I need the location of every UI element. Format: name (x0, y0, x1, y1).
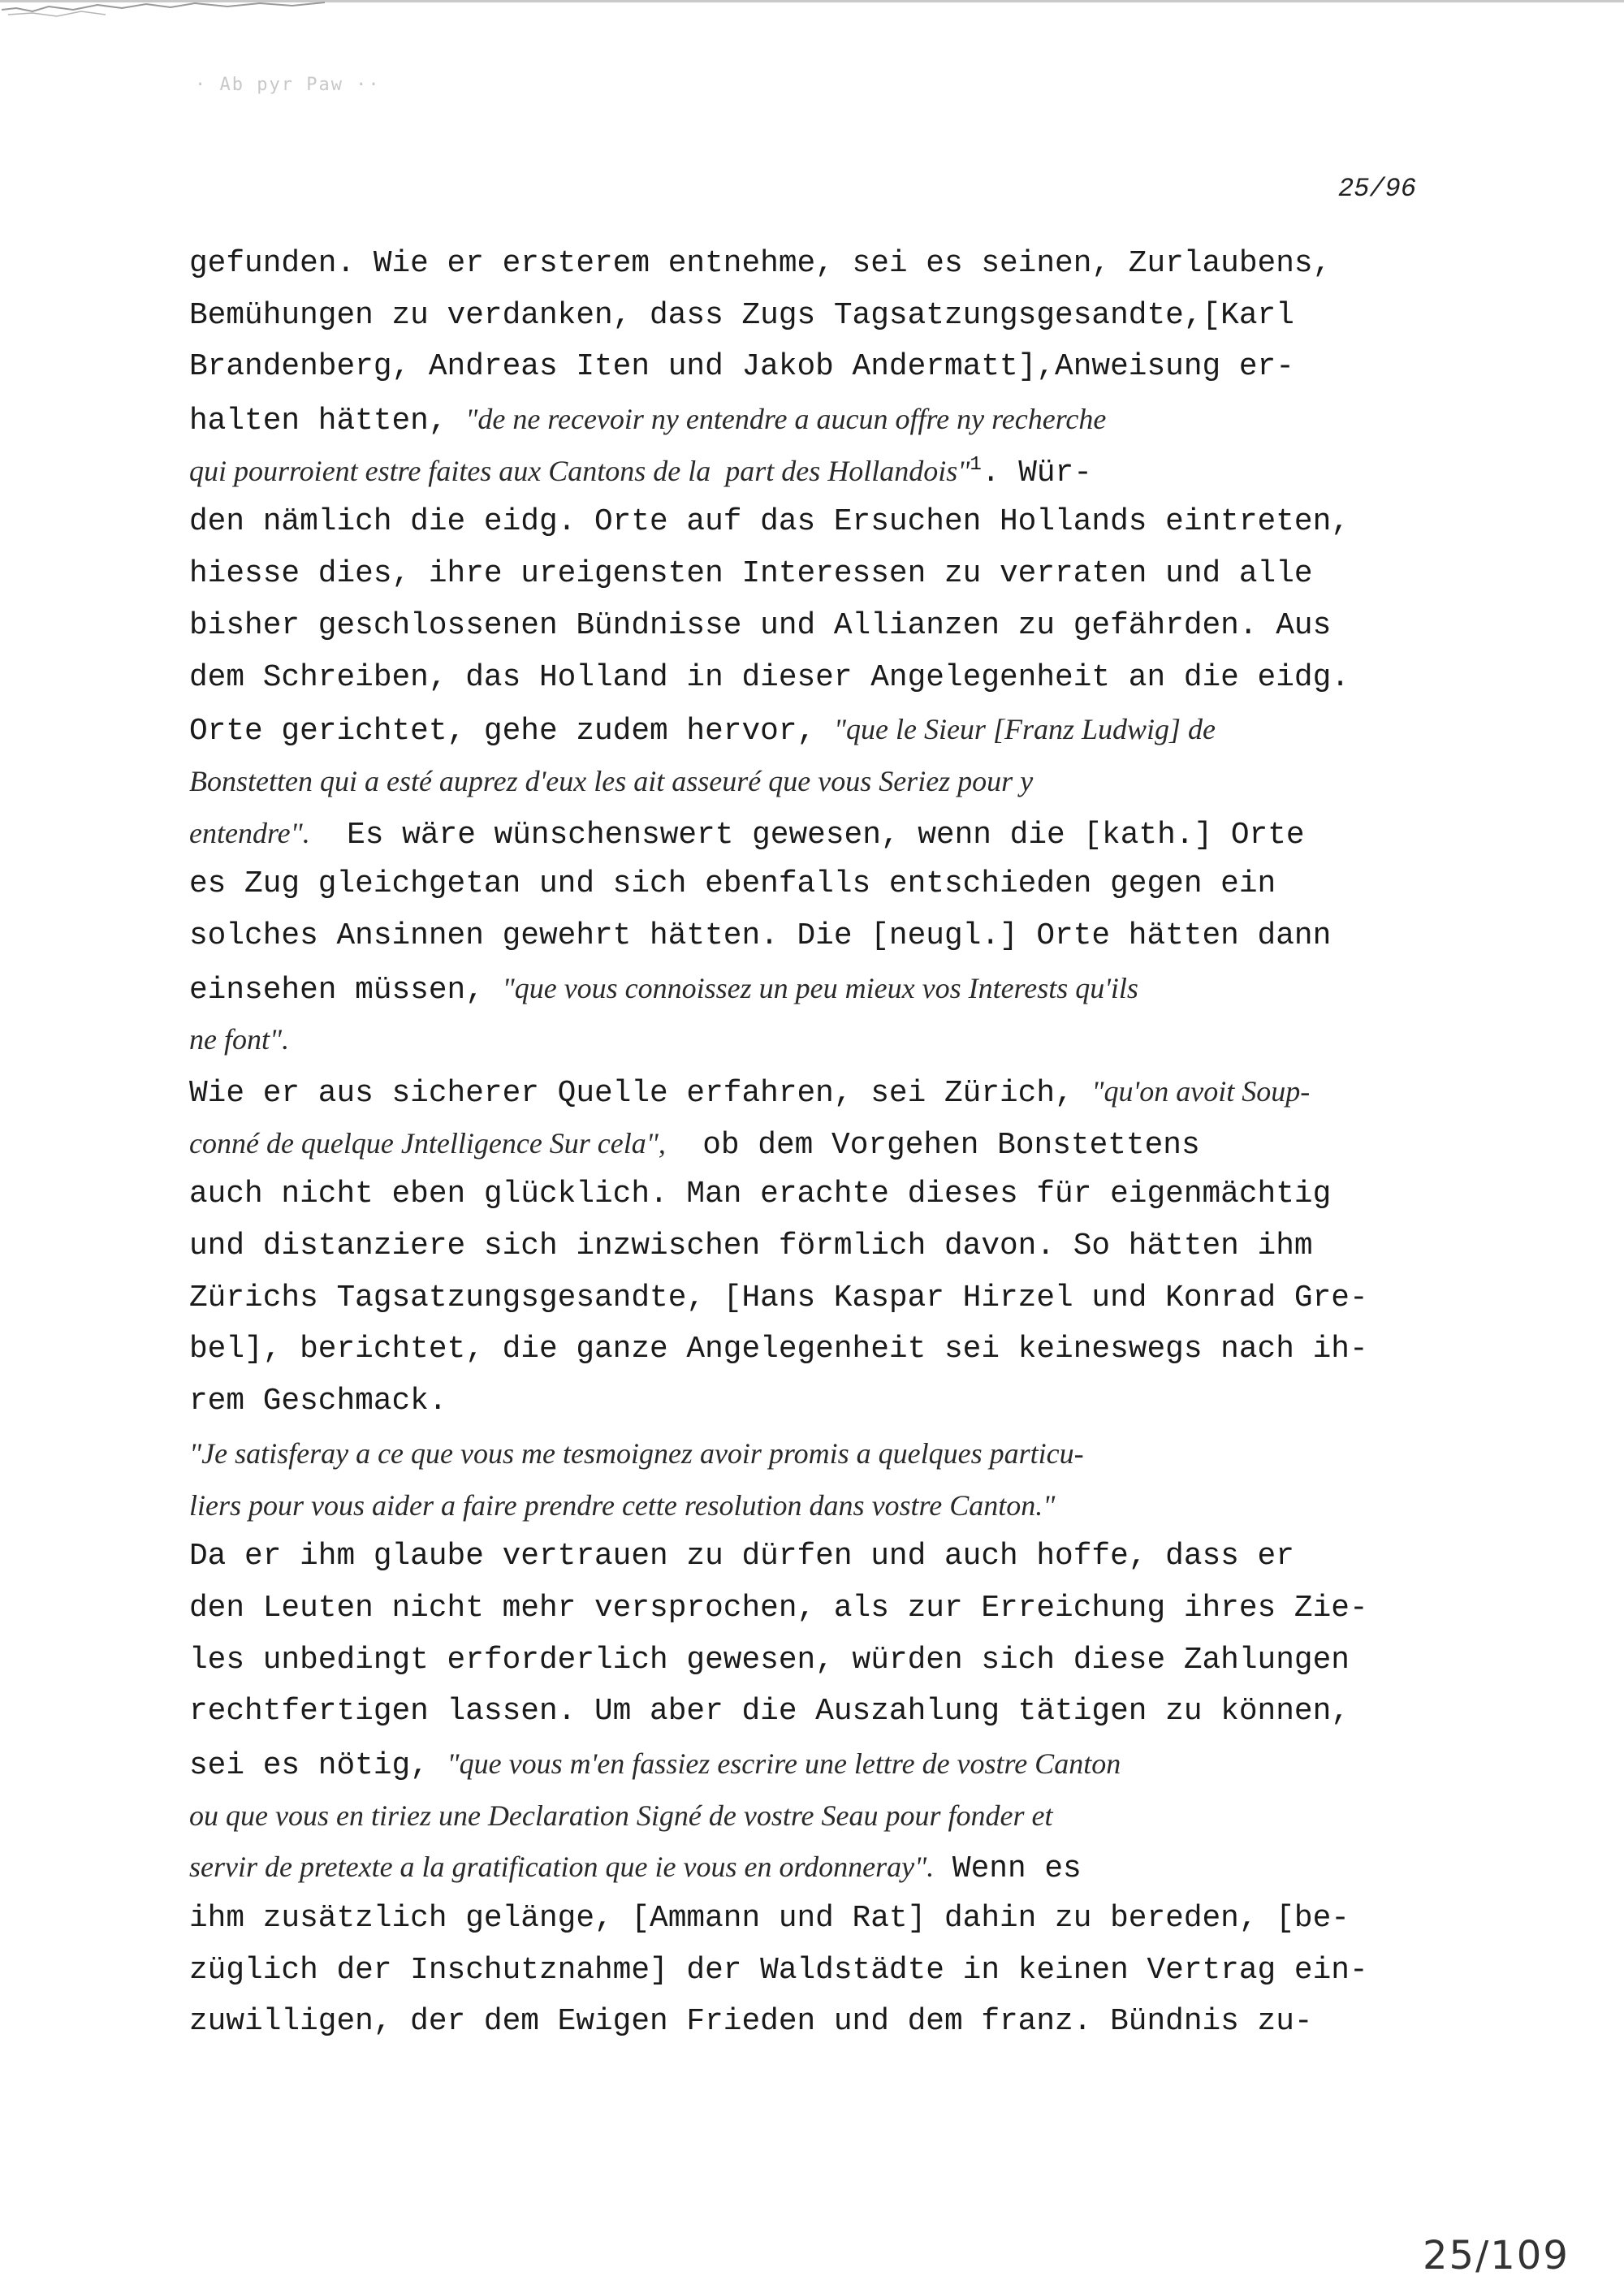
french-quote-line: "Je satisferay a ce que vous me tesmoignez avoir promis a quelques particu- (189, 1436, 1084, 1470)
text-line: den Leuten nicht mehr versprochen, als zur Erreichung ihres Zie- (189, 1591, 1368, 1626)
text-line: auch nicht eben glücklich. Man erachte dieses für eigenmächtig (189, 1177, 1332, 1212)
text-line: den nämlich die eidg. Orte auf das Ersuchen Hollands eintreten, (189, 505, 1350, 540)
text-line: Zürichs Tagsatzungsgesandte, [Hans Kaspar Hirzel und Konrad Gre- (189, 1281, 1368, 1315)
text-line: Bemühungen zu verdanken, dass Zugs Tagsatzungsgesandte,[Karl (189, 298, 1294, 333)
page-number: 25/96 (1338, 174, 1417, 204)
text-line: Da er ihm glaube vertrauen zu dürfen und auch hoffe, dass er (189, 1540, 1294, 1574)
text-line (189, 1842, 1456, 1894)
french-quote: "de ne recevoir ny entendre a aucun offre ny recherche (465, 403, 1107, 436)
french-quote: qui pourroient estre faites aux Cantons de la part des Hollandois" (189, 454, 970, 487)
text-line: solches Ansinnen gewehrt hätten. Die [neugl.] Orte hätten dann (189, 918, 1332, 953)
german-text: ob dem Vorgehen Bonstettens (665, 1128, 1200, 1163)
german-text: einsehen müssen, (189, 973, 503, 1008)
german-text: sei es nötig, (189, 1748, 447, 1783)
text-line: rem Geschmack. (189, 1384, 447, 1419)
handwritten-folio-number: 25/109 (1423, 2233, 1570, 2278)
french-quote-line: ou que vous en tiriez une Declaration Signé de vostre Seau pour fonder et (189, 1799, 1053, 1832)
text-line (189, 1738, 1456, 1790)
text-line (189, 1118, 1456, 1170)
faded-header-text: · Ab pyr Paw ·· (195, 75, 381, 95)
text-line: züglich der Inschutznahme] der Waldstädte in keinen Vertrag ein- (189, 1953, 1368, 1988)
french-quote: servir de pretexte a la gratification que ie vous en ordonneray". (189, 1851, 935, 1884)
text-line (189, 1066, 1456, 1118)
german-text: Orte gerichtet, gehe zudem hervor, (189, 715, 834, 749)
french-quote: "qu'on avoit Soup- (1091, 1075, 1311, 1108)
footnote-marker: 1 (970, 453, 982, 476)
text-line (189, 808, 1456, 860)
scan-artifact (0, 0, 455, 32)
text-line (189, 446, 1456, 498)
german-text: Wenn es (934, 1852, 1082, 1887)
french-quote: "que vous connoissez un peu mieux vos Interests qu'ils (502, 971, 1138, 1004)
text-line: dem Schreiben, das Holland in dieser Angelegenheit an die eidg. (189, 660, 1350, 695)
text-line: zuwilligen, der dem Ewigen Frieden und dem franz. Bündnis zu- (189, 2005, 1313, 2040)
text-line: bel], berichtet, die ganze Angelegenheit sei keineswegs nach ih- (189, 1332, 1368, 1367)
text-line: rechtfertigen lassen. Um aber die Auszahlung tätigen zu können, (189, 1695, 1350, 1730)
text-line: Brandenberg, Andreas Iten und Jakob Andermatt],Anweisung er- (189, 350, 1294, 385)
french-quote-line: Bonstetten qui a esté auprez d'eux les ait asseuré que vous Seriez pour y (189, 764, 1034, 797)
body-text (189, 239, 1456, 2049)
german-text: Es wäre wünschenswert gewesen, wenn die [kath.] Orte (309, 818, 1305, 853)
text-line: les unbedingt erforderlich gewesen, würden sich diese Zahlungen (189, 1643, 1350, 1678)
french-quote: "que le Sieur [Franz Ludwig] de (833, 713, 1216, 746)
text-line: und distanziere sich inzwischen förmlich davon. So hätten ihm (189, 1229, 1313, 1264)
text-line: es Zug gleichgetan und sich ebenfalls entschieden gegen ein (189, 867, 1276, 902)
text-line (189, 704, 1456, 756)
german-text: . Wür- (981, 456, 1092, 490)
german-text: Wie er aus sicherer Quelle erfahren, sei Zürich, (189, 1077, 1092, 1111)
french-quote: conné de quelque Jntelligence Sur cela", (189, 1126, 666, 1160)
french-quote-line: liers pour vous aider a faire prendre cette resolution dans vostre Canton." (189, 1488, 1056, 1522)
text-line: bisher geschlossenen Bündnisse und Allianzen zu gefährden. Aus (189, 608, 1332, 643)
text-line: ihm zusätzlich gelänge, [Ammann und Rat] dahin zu bereden, [be- (189, 1902, 1350, 1936)
french-quote: entendre". (189, 816, 310, 849)
text-line: hiesse dies, ihre ureigensten Interessen zu verraten und alle (189, 557, 1313, 592)
text-line (189, 963, 1456, 1015)
german-text: halten hätten, (189, 404, 466, 439)
french-quote: "que vous m'en fassiez escrire une lettre de vostre Canton (447, 1747, 1121, 1780)
french-quote-line: ne font". (189, 1023, 290, 1056)
text-line (189, 394, 1456, 446)
text-line: gefunden. Wie er ersterem entnehme, sei es seinen, Zurlaubens, (189, 247, 1332, 281)
